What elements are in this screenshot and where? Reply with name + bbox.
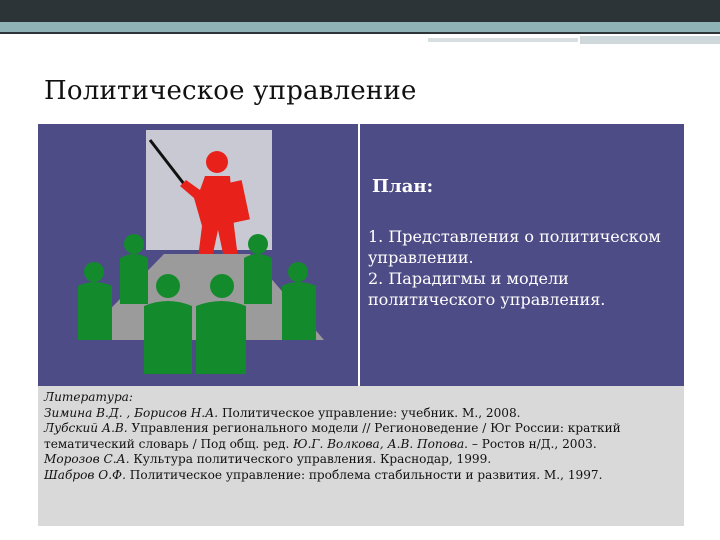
literature-heading: Литература: [44, 390, 133, 404]
plan-list [368, 226, 680, 310]
top-bar-accent-line [428, 38, 578, 42]
literature-box [38, 386, 684, 526]
presentation-illustration [72, 126, 332, 384]
plan-heading: План: [372, 176, 434, 197]
literature-entry: Морозов С.А. Культура политического управления. Краснодар, 1999. [44, 452, 492, 467]
plan-item: 2. Парадигмы и модели политического управления. [368, 269, 606, 309]
literature-entry: Лубский А.В. Управления регионального модели // Регионоведение / Юг России: краткий тематический словарь / Под общ. ред. Ю.Г. Волкова, А.В. Попова. – Ростов н/Д., 2003. [44, 421, 621, 451]
panel-divider [358, 124, 360, 386]
literature-entry: Шабров О.Ф. Политическое управление: проблема стабильности и развития. М., 1997. [44, 467, 603, 482]
top-bar-accent-block [580, 36, 720, 44]
literature-entry: Зимина В.Д. , Борисов Н.А. Политическое управление: учебник. М., 2008. [44, 405, 521, 420]
slide-title: Политическое управление [44, 76, 417, 106]
top-bar-teal-stripe [0, 22, 720, 32]
plan-item: 1. Представления о политическом управлении. [368, 227, 661, 267]
